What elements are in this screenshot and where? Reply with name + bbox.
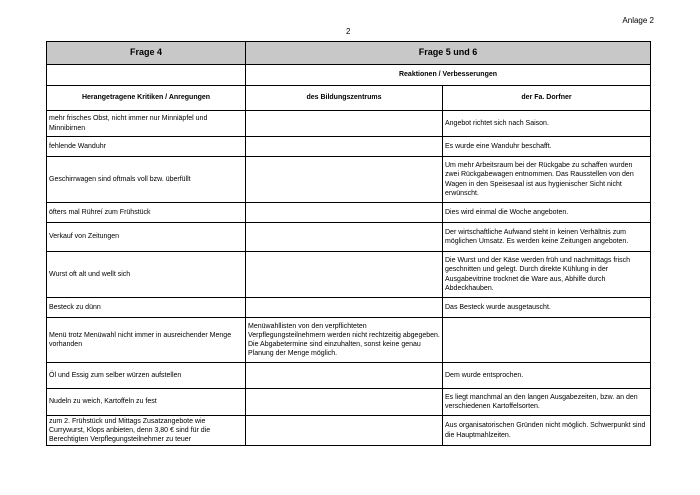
- cell-bildungszentrum: [246, 157, 443, 203]
- annex-label: Anlage 2: [622, 16, 654, 25]
- cell-kritik: fehlende Wanduhr: [47, 137, 246, 157]
- cell-dorfner: Angebot richtet sich nach Saison.: [443, 111, 651, 137]
- cell-kritik: Geschirrwagen sind oftmals voll bzw. überfüllt: [47, 157, 246, 203]
- table-row: [47, 389, 651, 416]
- cell-dorfner: [443, 318, 651, 363]
- cell-kritik: Nudeln zu weich, Kartoffeln zu fest: [47, 389, 246, 416]
- column-header-kritiken: Herangetragene Kritiken / Anregungen: [47, 86, 246, 111]
- cell-kritik: Verkauf von Zeitungen: [47, 223, 246, 252]
- column-header-bildungszentrum: des Bildungszentrums: [246, 86, 443, 111]
- table-row: [47, 203, 651, 223]
- cell-kritik: Öl und Essig zum selber würzen aufstellen: [47, 363, 246, 389]
- cell-bildungszentrum: [246, 252, 443, 298]
- cell-dorfner: Um mehr Arbeitsraum bei der Rückgabe zu schaffen wurden zwei Rückgabewagen entnommen. Das Rausstellen von den Wagen in den Speisesaal ist aus hygienischer Sicht nicht erwünscht.: [443, 157, 651, 203]
- cell-bildungszentrum: [246, 389, 443, 416]
- cell-bildungszentrum: [246, 111, 443, 137]
- table-row: [47, 363, 651, 389]
- cell-bildungszentrum: [246, 137, 443, 157]
- table-row: [47, 252, 651, 298]
- table-row: [47, 298, 651, 318]
- cell-dorfner: Dies wird einmal die Woche angeboten.: [443, 203, 651, 223]
- cell-dorfner: Die Wurst und der Käse werden früh und nachmittags frisch geschnitten und gelegt. Durch direkte Kühlung in der Ausgabevitrine trocknet die Ware aus, Abhilfe durch Abdeckhauben.: [443, 252, 651, 298]
- page-number: 2: [346, 27, 351, 36]
- cell-kritik: Wurst oft alt und wellt sich: [47, 252, 246, 298]
- cell-dorfner: Der wirtschaftliche Aufwand steht in keinen Verhältnis zum möglichen Umsatz. Es werden keine Zeitungen angeboten.: [443, 223, 651, 252]
- table-row: [47, 318, 651, 363]
- cell-bildungszentrum: [246, 416, 443, 446]
- table-row: [47, 137, 651, 157]
- feedback-table: [46, 41, 651, 446]
- cell-kritik: öfters mal Rühreí zum Frühstück: [47, 203, 246, 223]
- spacer-cell: [47, 65, 246, 86]
- cell-kritik: zum 2. Frühstück und Mittags Zusatzangebote wie Currywurst, Klops anbieten, denn 3,80 € sind für die Berechtigten Verpflegungsteilnehmer zu teuer: [47, 416, 246, 446]
- cell-kritik: Menü trotz Menüwahl nicht immer in ausreichender Menge vorhanden: [47, 318, 246, 363]
- table-row: [47, 111, 651, 137]
- reactions-subheader: Reaktionen / Verbesserungen: [246, 65, 651, 86]
- table-row: [47, 416, 651, 446]
- cell-dorfner: Es wurde eine Wanduhr beschafft.: [443, 137, 651, 157]
- cell-dorfner: Aus organisatorischen Gründen nicht möglich. Schwerpunkt sind die Hauptmahlzeiten.: [443, 416, 651, 446]
- table-row: [47, 157, 651, 203]
- cell-bildungszentrum: [246, 223, 443, 252]
- question-5-6-header: Frage 5 und 6: [246, 42, 651, 65]
- cell-dorfner: Es liegt manchmal an den langen Ausgabezeiten, bzw. an den verschiedenen Kartoffelsorten.: [443, 389, 651, 416]
- question-4-header: Frage 4: [47, 42, 246, 65]
- table-row: [47, 223, 651, 252]
- cell-dorfner: Dem wurde entsprochen.: [443, 363, 651, 389]
- cell-bildungszentrum: [246, 363, 443, 389]
- column-header-dorfner: der Fa. Dorfner: [443, 86, 651, 111]
- cell-kritik: Besteck zu dünn: [47, 298, 246, 318]
- cell-kritik: mehr frisches Obst, nicht immer nur Minniäpfel und Minnibirnen: [47, 111, 246, 137]
- cell-bildungszentrum: Menüwahllisten von den verpflichteten Verpflegungsteilnehmern werden nicht rechtzeitig abgegeben. Die Abgabetermine sind einzuhalten, sonst keine genau Planung der Menge möglich.: [246, 318, 443, 363]
- cell-bildungszentrum: [246, 203, 443, 223]
- cell-dorfner: Das Besteck wurde ausgetauscht.: [443, 298, 651, 318]
- cell-bildungszentrum: [246, 298, 443, 318]
